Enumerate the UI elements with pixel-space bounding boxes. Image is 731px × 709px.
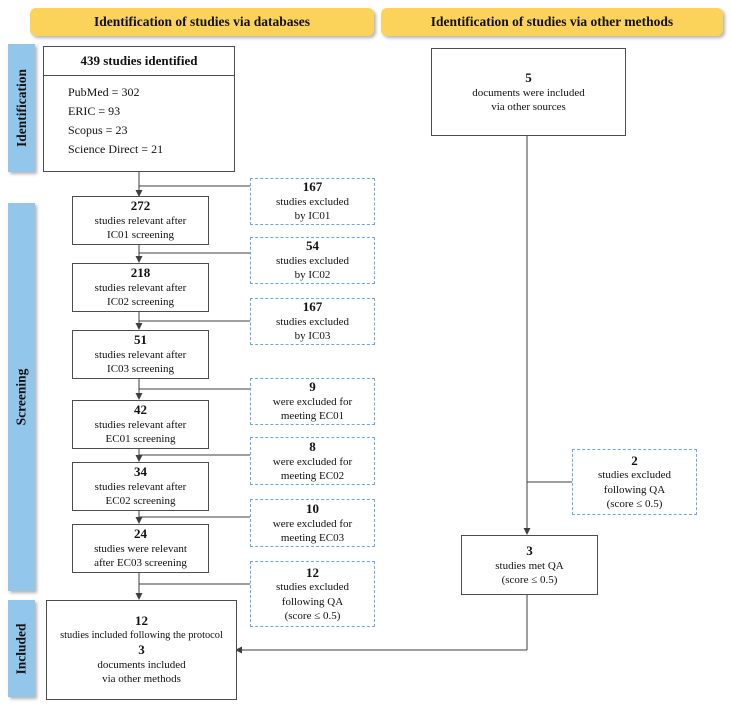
label-line: EC02 screening xyxy=(105,495,176,508)
included-documents-line1: documents included xyxy=(97,659,186,672)
label-line: studies met QA xyxy=(495,559,564,572)
label-line: after EC03 screening xyxy=(94,557,187,570)
label-line: (score ≤ 0.5) xyxy=(284,609,341,622)
phase-screening-label: Screening xyxy=(13,368,29,426)
label-line: following QA xyxy=(281,595,344,608)
label-line: by IC03 xyxy=(294,330,331,343)
other-sources-box xyxy=(431,48,626,136)
label-line: IC01 screening xyxy=(107,229,174,242)
label-line: studies excluded xyxy=(275,196,349,208)
phase-identification-label: Identification xyxy=(13,68,29,148)
screening-box-ec02 xyxy=(72,462,209,511)
header-databases xyxy=(30,8,374,36)
label-line: studies relevant after xyxy=(94,349,187,361)
identified-studies-title: 439 studies identified xyxy=(44,47,234,76)
phase-screening xyxy=(8,203,35,591)
label-line: IC02 screening xyxy=(107,296,174,309)
count: 3 xyxy=(526,542,533,558)
excluded-box-ec02 xyxy=(250,437,375,485)
label-line: (score ≤ 0.5) xyxy=(501,573,558,586)
count: 167 xyxy=(302,179,323,195)
identified-studies-sources xyxy=(44,76,234,159)
screening-box-ic01 xyxy=(72,196,209,245)
count: 272 xyxy=(130,198,151,214)
count: 54 xyxy=(306,238,319,254)
label-line: studies relevant after xyxy=(94,481,187,493)
identified-studies-box xyxy=(43,46,235,172)
excluded-box-qa xyxy=(250,561,375,627)
count: 34 xyxy=(134,464,147,480)
label-line: EC01 screening xyxy=(105,433,176,446)
included-studies-count: 12 xyxy=(135,613,148,629)
label-line: studies were relevant xyxy=(94,543,187,555)
count: 8 xyxy=(309,438,316,454)
label-line: by IC02 xyxy=(294,269,331,282)
label-line: studies excluded xyxy=(275,255,349,267)
label-line: (score ≤ 0.5) xyxy=(606,497,663,510)
excluded-box-ec03 xyxy=(250,499,375,547)
label-line: IC03 screening xyxy=(107,363,174,376)
count: 12 xyxy=(306,564,319,580)
count: 10 xyxy=(306,500,319,516)
excluded-box-ic03 xyxy=(250,298,375,345)
qa-met-box xyxy=(461,535,598,595)
included-documents-count: 3 xyxy=(138,642,145,658)
label-line: studies excluded xyxy=(275,316,349,328)
excluded-box-ic02 xyxy=(250,237,375,284)
label-line: were excluded for xyxy=(272,517,353,530)
label-line: meeting EC01 xyxy=(280,410,345,423)
label-line: were excluded for xyxy=(272,455,353,468)
header-databases-label: Identification of studies via databases xyxy=(93,14,311,29)
count: 2 xyxy=(631,452,638,468)
phase-included-label: Included xyxy=(13,622,29,675)
phase-included xyxy=(8,600,35,697)
label-line: by IC01 xyxy=(294,210,331,223)
label-line: studies relevant after xyxy=(94,215,187,227)
other-sources-line1: documents were included xyxy=(472,86,585,99)
count: 218 xyxy=(130,265,151,281)
count: 167 xyxy=(302,299,323,315)
included-studies-label: studies included following the protocol xyxy=(60,629,223,641)
label-line: studies excluded xyxy=(275,581,349,594)
header-other-methods-label: Identification of studies via other methods xyxy=(430,14,674,29)
label-line: meeting EC02 xyxy=(280,469,345,482)
label-line: studies excluded xyxy=(597,469,671,482)
label-line: studies relevant after xyxy=(94,282,187,294)
excluded-box-ec01 xyxy=(250,378,375,425)
label-line: were excluded for xyxy=(272,396,353,408)
count: 51 xyxy=(134,332,147,348)
other-sources-count: 5 xyxy=(525,69,532,85)
count: 9 xyxy=(309,379,316,395)
excluded-box-ic01 xyxy=(250,178,375,225)
source-scopus: Scopus = 23 xyxy=(68,122,128,137)
label-line: following QA xyxy=(603,483,666,496)
source-sciencedirect: Science Direct = 21 xyxy=(68,141,164,156)
phase-identification xyxy=(8,44,35,172)
screening-box-ic02 xyxy=(72,263,209,312)
count: 42 xyxy=(134,402,147,418)
header-other-methods xyxy=(381,8,723,36)
included-documents-line2: via other methods xyxy=(102,673,181,686)
count: 24 xyxy=(134,526,147,542)
screening-box-ec03 xyxy=(72,524,209,573)
source-pubmed: PubMed = 302 xyxy=(68,84,140,99)
included-box xyxy=(46,600,237,700)
label-line: studies relevant after xyxy=(94,419,187,431)
screening-box-ic03 xyxy=(72,330,209,379)
label-line: meeting EC03 xyxy=(280,531,345,544)
qa-excluded-box xyxy=(572,449,697,515)
screening-box-ec01 xyxy=(72,400,209,449)
other-sources-line2: via other sources xyxy=(491,100,566,113)
source-eric: ERIC = 93 xyxy=(68,103,121,118)
